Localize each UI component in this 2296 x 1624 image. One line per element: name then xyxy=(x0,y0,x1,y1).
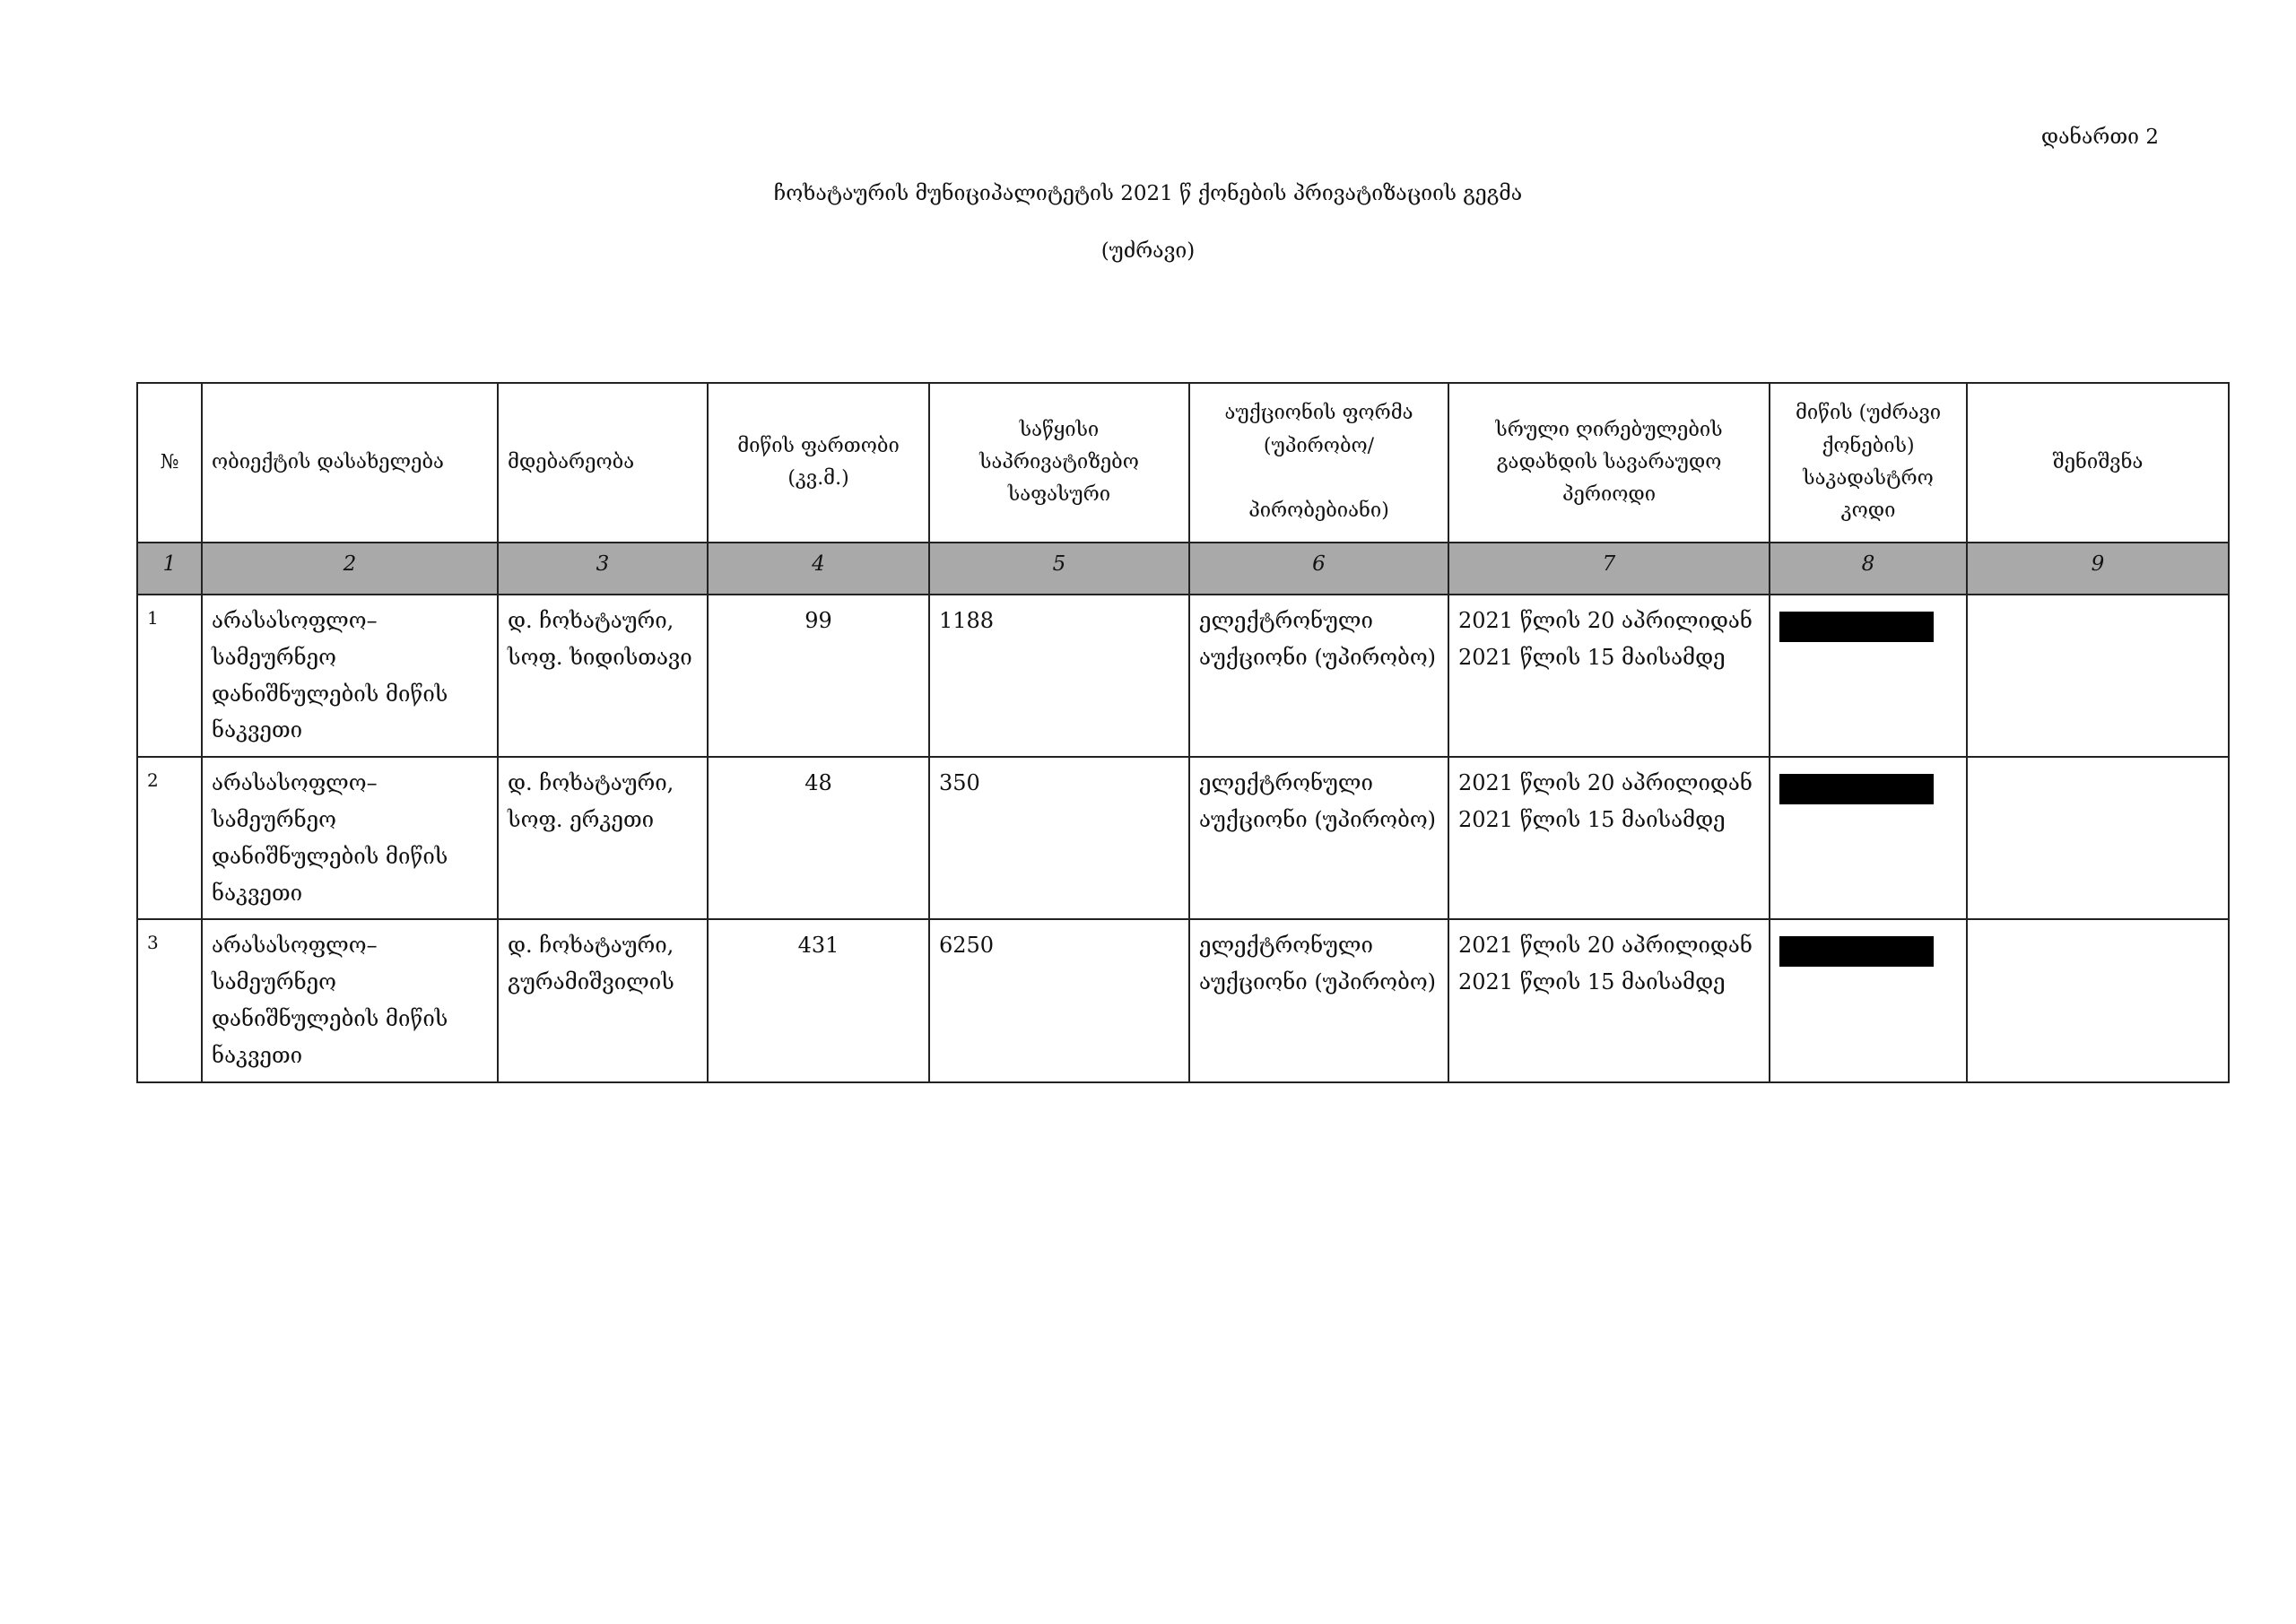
start-price: 6250 xyxy=(929,919,1189,1081)
redaction-bar xyxy=(1779,774,1934,804)
start-price: 350 xyxy=(929,757,1189,919)
land-area: 99 xyxy=(708,595,929,757)
column-number-row xyxy=(137,543,2229,595)
payment-period xyxy=(1448,595,1770,757)
column-number: 4 xyxy=(708,543,929,595)
payment-period xyxy=(1448,757,1770,919)
column-number: 7 xyxy=(1448,543,1770,595)
cadastral-code-cell xyxy=(1770,919,1967,1081)
header-start-price: საწყისი საპრივატიზებო საფასური xyxy=(929,383,1189,543)
auction-form: ელექტრონული აუქციონი (უპირობო) xyxy=(1189,595,1448,757)
header-auction-form xyxy=(1189,383,1448,543)
table-header-row xyxy=(137,383,2229,543)
annex-label: დანართი 2 xyxy=(2040,126,2159,149)
column-number: 6 xyxy=(1189,543,1448,595)
header-cadastral-code: მიწის (უძრავი ქონების) საკადასტრო კოდი xyxy=(1770,383,1967,543)
auction-form: ელექტრონული აუქციონი (უპირობო) xyxy=(1189,919,1448,1081)
table-row xyxy=(137,919,2229,1081)
header-note: შენიშვნა xyxy=(1967,383,2229,543)
column-number: 9 xyxy=(1967,543,2229,595)
note xyxy=(1967,595,2229,757)
privatization-plan-table xyxy=(136,382,2230,1083)
object-name: არასასოფლო–სამეურნეო დანიშნულების მიწის ნაკვეთი xyxy=(202,595,498,757)
column-number: 2 xyxy=(202,543,498,595)
payment-period-to: 2021 წლის 15 მაისამდე xyxy=(1458,644,1726,670)
document-title: ჩოხატაურის მუნიციპალიტეტის 2021 წ ქონების პრივატიზაციის გეგმა xyxy=(773,182,1523,205)
column-number: 5 xyxy=(929,543,1189,595)
location: დ. ჩოხატაური, სოფ. ხიდისთავი xyxy=(498,595,708,757)
land-area: 48 xyxy=(708,757,929,919)
header-number: № xyxy=(137,383,202,543)
column-number: 8 xyxy=(1770,543,1967,595)
column-number: 3 xyxy=(498,543,708,595)
row-number: 3 xyxy=(137,919,202,1081)
object-name: არასასოფლო–სამეურნეო დანიშნულების მიწის ნაკვეთი xyxy=(202,757,498,919)
payment-period-from: 2021 წლის 20 აპრილიდან xyxy=(1458,933,1752,959)
table-row xyxy=(137,595,2229,757)
header-location: მდებარეობა xyxy=(498,383,708,543)
start-price: 1188 xyxy=(929,595,1189,757)
header-auction-form-line2: პირობებიანი) xyxy=(1248,499,1389,523)
payment-period-to: 2021 წლის 15 მაისამდე xyxy=(1458,806,1726,832)
payment-period-from: 2021 წლის 20 აპრილიდან xyxy=(1458,608,1752,633)
object-name: არასასოფლო–სამეურნეო დანიშნულების მიწის ნაკვეთი xyxy=(202,919,498,1081)
header-auction-form-line1: აუქციონის ფორმა (უპირობო/ xyxy=(1224,402,1413,457)
header-land-area: მიწის ფართობი (კვ.მ.) xyxy=(708,383,929,543)
header-object-name: ობიექტის დასახელება xyxy=(202,383,498,543)
payment-period-from: 2021 წლის 20 აპრილიდან xyxy=(1458,770,1752,796)
note xyxy=(1967,757,2229,919)
location: დ. ჩოხატაური, სოფ. ერკეთი xyxy=(498,757,708,919)
row-number: 1 xyxy=(137,595,202,757)
note xyxy=(1967,919,2229,1081)
payment-period-to: 2021 წლის 15 მაისამდე xyxy=(1458,969,1726,995)
cadastral-code-cell xyxy=(1770,757,1967,919)
auction-form: ელექტრონული აუქციონი (უპირობო) xyxy=(1189,757,1448,919)
document-subtitle: (უძრავი) xyxy=(1100,239,1196,263)
table-row xyxy=(137,757,2229,919)
redaction-bar xyxy=(1779,612,1934,642)
land-area: 431 xyxy=(708,919,929,1081)
location: დ. ჩოხატაური, გურამიშვილის xyxy=(498,919,708,1081)
redaction-bar xyxy=(1779,936,1934,967)
payment-period xyxy=(1448,919,1770,1081)
column-number: 1 xyxy=(137,543,202,595)
row-number: 2 xyxy=(137,757,202,919)
cadastral-code-cell xyxy=(1770,595,1967,757)
header-payment-period: სრული ღირებულების გადახდის სავარაუდო პერიოდი xyxy=(1448,383,1770,543)
